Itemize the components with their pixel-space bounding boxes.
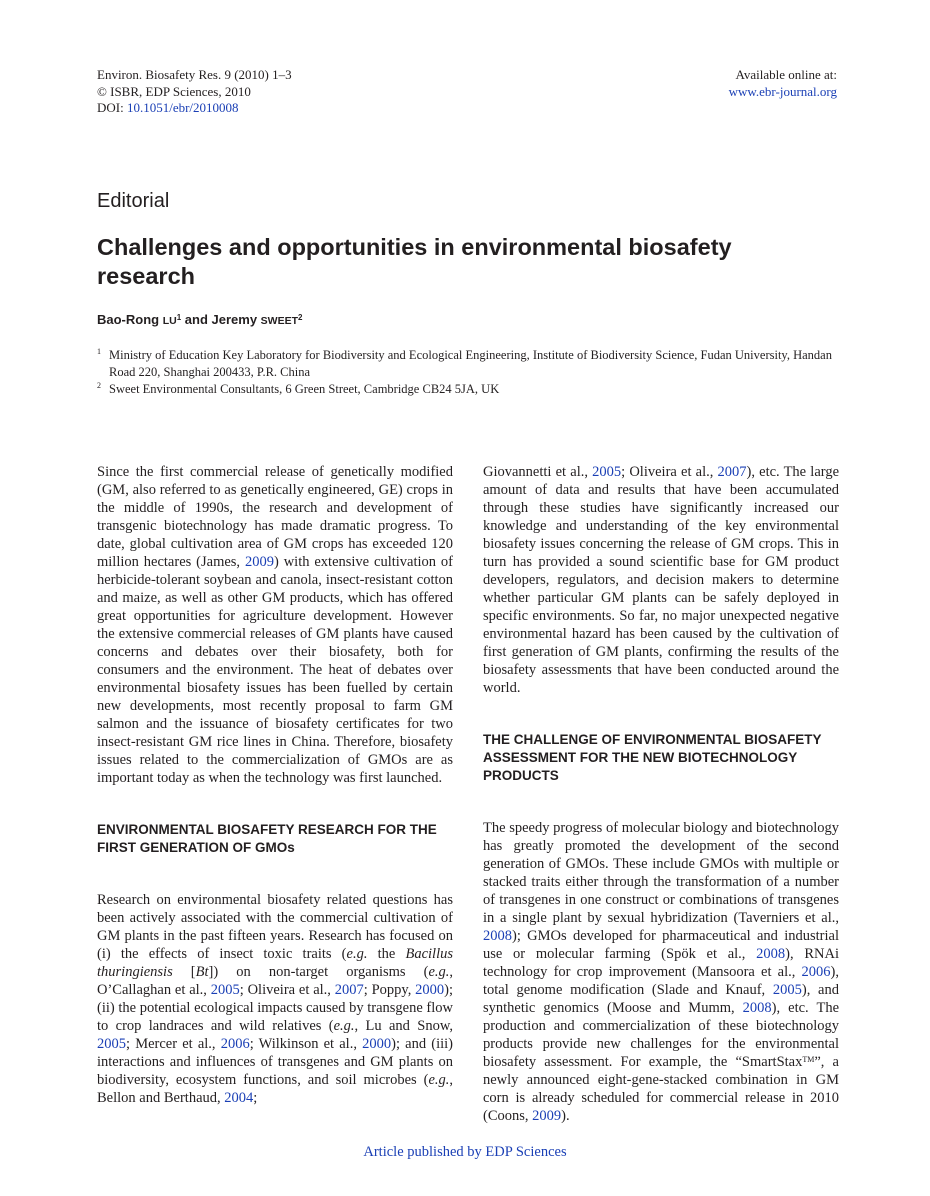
publisher-link[interactable]: Article published by EDP Sciences — [363, 1144, 567, 1160]
paragraph-text: Since the first commercial release of genetically modified (GM, also referred to as genetically engineered, GE) crops in the middle of 1990s, the research and development of transgenic biotechnology has made dramatic progress. To date, global cultivation area of GM crops has exceeded 120 million hectares (James, — [97, 464, 453, 570]
right-column — [483, 463, 839, 1125]
author-conjunction: and Jeremy — [181, 312, 261, 327]
section-heading-challenge: THE CHALLENGE OF ENVIRONMENTAL BIOSAFETY ASSESSMENT FOR THE NEW BIOTECHNOLOGY PRODUCTS — [483, 732, 822, 783]
paragraph-text: ), etc. The production and commercialization of these biotechnology products provide new challenges for the environmental biosafety assessment. For example, the “SmartStax — [483, 1000, 840, 1070]
citation-link[interactable]: 2005 — [210, 982, 240, 998]
citation-link[interactable]: 2008 — [756, 946, 786, 962]
paragraph-text: ), RNAi technology for crop improvement (Mansoora et al., — [483, 946, 839, 980]
copyright-line: © ISBR, EDP Sciences, 2010 — [97, 83, 251, 99]
affiliation-1-text: Ministry of Education Key Laboratory for Biodiversity and Ecological Engineering, Institute of Biodiversity Science, Fudan University, Handan Road 220, Shanghai 200433, P.R. China — [109, 348, 832, 379]
paragraph-text: ); and (iii) interactions and influences of transgenes and GM plants on biodiversity, ecosystem functions, and soil microbes ( — [97, 1036, 453, 1088]
italic-text: e.g. — [428, 964, 450, 980]
citation-link[interactable]: 2005 — [592, 464, 622, 480]
trademark-mark: TM — [802, 1055, 815, 1064]
author-list — [97, 312, 302, 327]
citation-link[interactable]: 2000 — [362, 1036, 392, 1052]
paragraph-text: ”, a newly announced eight-gene-stacked combination in GM corn is already scheduled for commercial release in 2010 (Coons, — [483, 1054, 839, 1124]
publisher-footer — [0, 1144, 930, 1161]
italic-text: e.g. — [333, 1018, 355, 1034]
citation-link[interactable]: 2004 — [224, 1090, 254, 1106]
journal-citation: Environ. Biosafety Res. 9 (2010) 1–3 — [97, 67, 292, 82]
italic-text: e.g. — [346, 946, 368, 962]
citation-link[interactable]: 2006 — [220, 1036, 250, 1052]
doi-line — [97, 100, 292, 117]
left-column — [97, 463, 453, 1107]
paragraph-text: ; Oliveira et al., — [621, 464, 718, 480]
continuation-paragraph — [483, 463, 839, 697]
paragraph-text: ). — [561, 1108, 570, 1124]
availability-block — [729, 67, 837, 100]
affiliation-2-text: Sweet Environmental Consultants, 6 Green Street, Cambridge CB24 5JA, UK — [109, 382, 500, 396]
citation-link[interactable]: 2007 — [334, 982, 364, 998]
paragraph-text: ; Oliveira et al., — [239, 982, 335, 998]
article-title: Challenges and opportunities in environmental biosafety research — [97, 234, 732, 289]
paragraph-text: ; Wilkinson et al., — [249, 1036, 363, 1052]
citation-link[interactable]: 2007 — [717, 464, 747, 480]
citation-link[interactable]: 2005 — [772, 982, 802, 998]
citation-link[interactable]: 2000 — [415, 982, 445, 998]
species-name: Bacillus thuringiensis — [97, 946, 453, 980]
paragraph-text: , Lu and Snow, — [354, 1018, 453, 1034]
italic-text: e.g. — [428, 1072, 450, 1088]
section-heading-first-generation: ENVIRONMENTAL BIOSAFETY RESEARCH FOR THE FIRST GENERATION OF GMOs — [97, 822, 437, 855]
doi-link[interactable]: 10.1051/ebr/2010008 — [126, 100, 239, 115]
citation-link[interactable]: 2006 — [801, 964, 831, 980]
journal-masthead — [97, 67, 292, 117]
author2-surname: SWEET — [260, 315, 299, 327]
italic-text: Bt — [195, 964, 209, 980]
author2-affiliation-mark: 2 — [298, 313, 303, 322]
paragraph-text: ), and synthetic genomics (Moose and Mumm, — [483, 982, 839, 1016]
citation-link[interactable]: 2009 — [244, 554, 274, 570]
paragraph-text: ; Poppy, — [363, 982, 416, 998]
paragraph-text: ); (ii) the potential ecological impacts caused by transgene flow to crop landraces and wild relatives ( — [97, 982, 454, 1034]
author1-surname: LU — [162, 315, 177, 327]
paragraph-text: , O’Callaghan et al., — [97, 964, 453, 998]
doi-label: DOI: — [97, 100, 127, 115]
section-label: Editorial — [97, 190, 170, 212]
affiliation-2: 2 Sweet Environmental Consultants, 6 Green Street, Cambridge CB24 5JA, UK — [97, 381, 500, 396]
affiliation-1: 1 Ministry of Education Key Laboratory for Biodiversity and Ecological Engineering, Institute of Biodiversity Science, Fudan University, Handan Road 220, Shanghai 200433, P.R. China — [97, 347, 832, 379]
paragraph-text: ; — [253, 1090, 258, 1106]
paragraph-text: ), etc. The large amount of data and results that have been accumulated through these studies have significantly increased our knowledge and understanding of the key environmental biosafety issues concerning the release of GM crops. This in turn has provided a sound scientific base for GM product developers, regulators, and decision makers to determine whether particular GM plants can be safely deployed in specific environments. So far, no major unexpected negative environmental hazard has been caused by the cultivation of first generation of GM plants, confirming the results of the biosafety assessments that have been conducted around the world. — [483, 464, 840, 696]
citation-link[interactable]: 2009 — [532, 1108, 562, 1124]
paragraph-text: ) with extensive cultivation of herbicide-tolerant soybean and canola, insect-resistant cotton and maize, as well as other GM products, which has offered great opportunities for agriculture development. However the extensive commercial releases of GM plants have caused concerns and debates over their biosafety, both for consumers and the environment. The heat of debates over environmental biosafety issues has been fuelled by certain new developments, most recently proposal to farm GM salmon and the issuance of biosafety certificates for two insect-resistant GM rice lines in China. Therefore, biosafety issues related to the commercialization of GMOs are as important today as when the technology was first launched. — [97, 554, 453, 786]
citation-link[interactable]: 2005 — [97, 1036, 126, 1052]
author1-first-name: Bao-Rong — [97, 312, 163, 327]
paragraph-text: [ — [172, 964, 196, 980]
citation-link[interactable]: 2008 — [742, 1000, 772, 1016]
paragraph-text: ]) on non-target organisms ( — [208, 964, 429, 980]
intro-paragraph — [97, 463, 453, 787]
available-label: Available online at: — [735, 67, 837, 82]
research-paragraph — [97, 891, 453, 1107]
paragraph-text: Research on environmental biosafety related questions has been actively associated with the commercial cultivation of GM plants in the past fifteen years. Research has focused on (i) the effects of insect toxic traits ( — [97, 892, 453, 962]
paragraph-text: ; Mercer et al., — [126, 1036, 221, 1052]
author1-affiliation-mark: 1 — [176, 313, 182, 322]
affiliations — [97, 347, 841, 398]
paragraph-text: the — [367, 946, 406, 962]
paragraph-text: ); GMOs developed for pharmaceutical and industrial use or molecular farming (Spök et al., — [483, 928, 839, 962]
citation-link[interactable]: 2008 — [483, 928, 512, 944]
paragraph-text: ), total genome modification (Slade and Knauf, — [483, 964, 839, 998]
paragraph-text: , Bellon and Berthaud, — [97, 1072, 453, 1106]
paragraph-text: Giovannetti et al., — [483, 464, 593, 480]
paragraph-text: The speedy progress of molecular biology and biotechnology has greatly promoted the development of the second generation of GMOs. These include GMOs with multiple or stacked traits either through the transformation of a number of transgenes in one construct or combinations of transgenes in a single plant by sexual hybridization (Taverniers et al., — [483, 820, 839, 926]
challenge-paragraph — [483, 819, 839, 1125]
journal-website-link[interactable]: www.ebr-journal.org — [728, 83, 837, 99]
